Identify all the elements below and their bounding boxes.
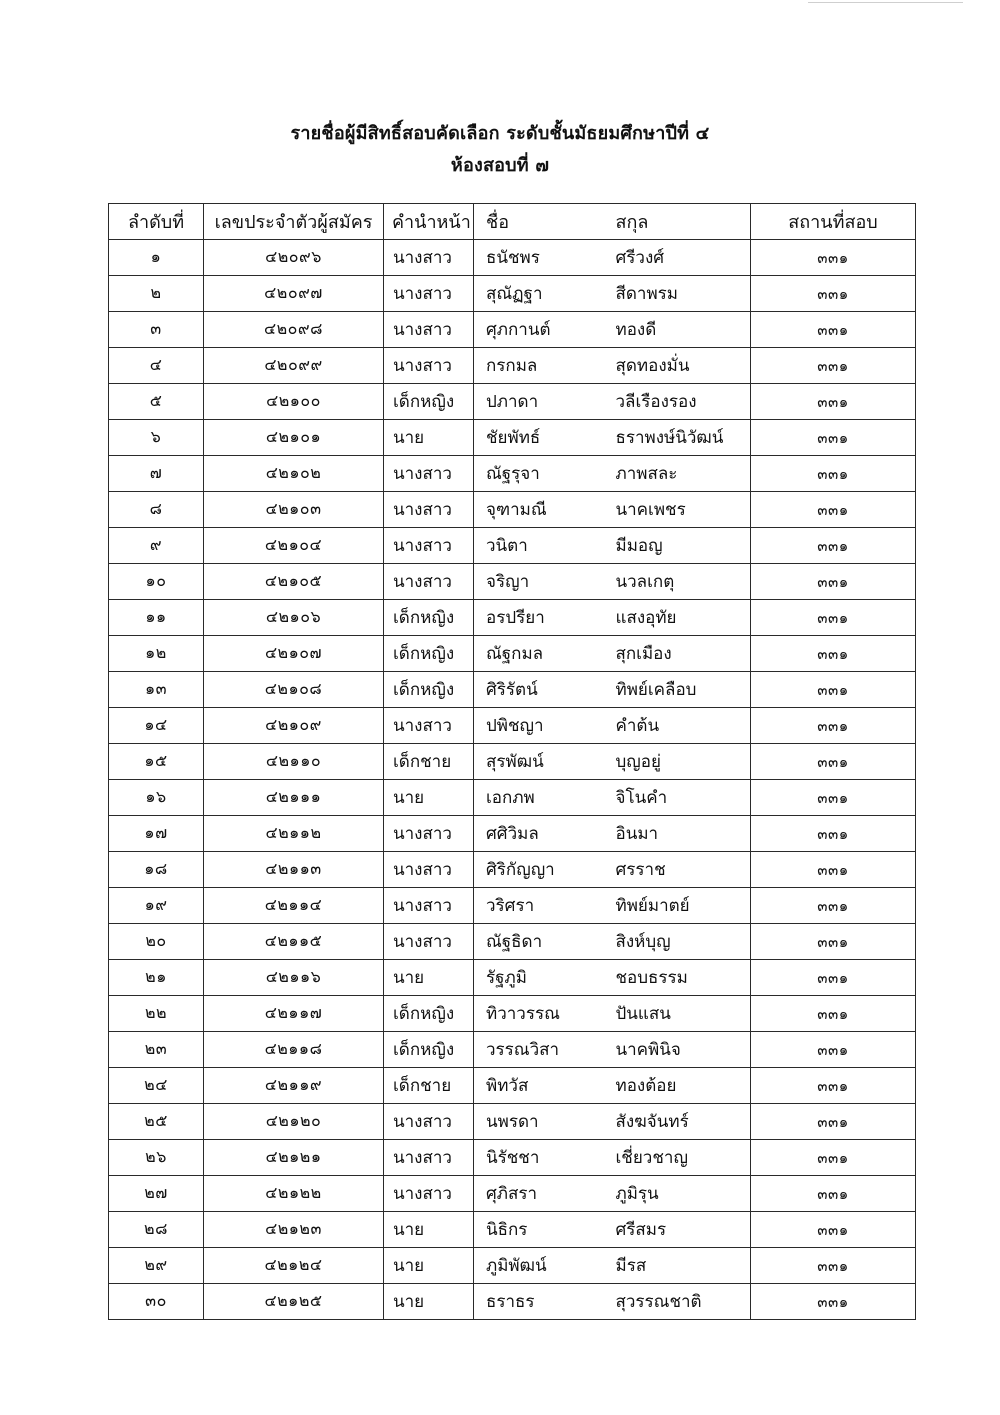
cell-last-name: บุญอยู่ [611, 744, 751, 780]
cell-last-name: อินมา [611, 816, 751, 852]
cell-last-name: ทิพย์เคลือบ [611, 672, 751, 708]
header-last-name: สกุล [611, 204, 751, 240]
cell-first-name: ศิริกัญญา [474, 852, 611, 888]
cell-last-name: จิโนคำ [611, 780, 751, 816]
cell-applicant-id: ๔๒๐๙๗ [204, 276, 384, 312]
cell-prefix: นาย [384, 420, 474, 456]
cell-applicant-id: ๔๒๑๐๙ [204, 708, 384, 744]
header-row [109, 204, 916, 240]
cell-prefix: นางสาว [384, 816, 474, 852]
cell-exam-site: ๓๓๑ [751, 816, 916, 852]
cell-exam-site: ๓๓๑ [751, 1176, 916, 1212]
cell-last-name: สังฆจันทร์ [611, 1104, 751, 1140]
cell-applicant-id: ๔๒๑๑๕ [204, 924, 384, 960]
table-row [109, 240, 916, 276]
cell-first-name: รัฐภูมิ [474, 960, 611, 996]
cell-last-name: ชอบธรรม [611, 960, 751, 996]
cell-first-name: กรกมล [474, 348, 611, 384]
cell-first-name: วริศรา [474, 888, 611, 924]
cell-first-name: นิธิกร [474, 1212, 611, 1248]
cell-last-name: แสงอุทัย [611, 600, 751, 636]
table-row [109, 348, 916, 384]
cell-order: ๒๔ [109, 1068, 204, 1104]
cell-applicant-id: ๔๒๑๐๘ [204, 672, 384, 708]
table-row [109, 384, 916, 420]
cell-first-name: อรปรียา [474, 600, 611, 636]
cell-order: ๑๔ [109, 708, 204, 744]
cell-order: ๑๖ [109, 780, 204, 816]
page-subtitle-exam-room: ห้องสอบที่ ๗ [450, 155, 550, 176]
cell-exam-site: ๓๓๑ [751, 1248, 916, 1284]
cell-exam-site: ๓๓๑ [751, 1212, 916, 1248]
cell-last-name: สีดาพรม [611, 276, 751, 312]
cell-exam-site: ๓๓๑ [751, 924, 916, 960]
cell-first-name: ภูมิพัฒน์ [474, 1248, 611, 1284]
cell-applicant-id: ๔๒๑๑๓ [204, 852, 384, 888]
cell-order: ๑๓ [109, 672, 204, 708]
cell-prefix: เด็กหญิง [384, 1032, 474, 1068]
cell-last-name: สุวรรณชาติ [611, 1284, 751, 1320]
cell-first-name: จริญา [474, 564, 611, 600]
page-title: รายชื่อผู้มีสิทธิ์สอบคัดเลือก ระดับชั้นมัธยมศึกษาปีที่ ๔ [290, 123, 710, 144]
cell-applicant-id: ๔๒๑๑๔ [204, 888, 384, 924]
cell-prefix: นาย [384, 1248, 474, 1284]
table-row [109, 564, 916, 600]
cell-first-name: ศิริรัตน์ [474, 672, 611, 708]
cell-order: ๓๐ [109, 1284, 204, 1320]
table-row [109, 1104, 916, 1140]
cell-first-name: สุรพัฒน์ [474, 744, 611, 780]
cell-order: ๒๙ [109, 1248, 204, 1284]
cell-prefix: เด็กหญิง [384, 384, 474, 420]
table-row [109, 708, 916, 744]
cell-order: ๑ [109, 240, 204, 276]
cell-first-name: ธนัชพร [474, 240, 611, 276]
cell-order: ๑๑ [109, 600, 204, 636]
cell-applicant-id: ๔๒๑๐๕ [204, 564, 384, 600]
cell-first-name: ศศิวิมล [474, 816, 611, 852]
cell-order: ๑๗ [109, 816, 204, 852]
cell-exam-site: ๓๓๑ [751, 780, 916, 816]
table-row [109, 852, 916, 888]
header-exam-site: สถานที่สอบ [751, 204, 916, 240]
cell-exam-site: ๓๓๑ [751, 492, 916, 528]
table-body [109, 240, 916, 1320]
cell-applicant-id: ๔๒๑๐๐ [204, 384, 384, 420]
cell-applicant-id: ๔๒๐๙๖ [204, 240, 384, 276]
cell-first-name: เอกภพ [474, 780, 611, 816]
cell-prefix: เด็กชาย [384, 744, 474, 780]
cell-applicant-id: ๔๒๑๐๔ [204, 528, 384, 564]
cell-exam-site: ๓๓๑ [751, 708, 916, 744]
cell-prefix: เด็กหญิง [384, 996, 474, 1032]
cell-exam-site: ๓๓๑ [751, 1068, 916, 1104]
cell-last-name: นวลเกตุ [611, 564, 751, 600]
cell-prefix: นางสาว [384, 564, 474, 600]
cell-applicant-id: ๔๒๑๐๗ [204, 636, 384, 672]
cell-prefix: เด็กหญิง [384, 672, 474, 708]
cell-order: ๗ [109, 456, 204, 492]
cell-prefix: เด็กชาย [384, 1068, 474, 1104]
cell-last-name: ศรีวงศ์ [611, 240, 751, 276]
table-row [109, 672, 916, 708]
cell-prefix: นางสาว [384, 708, 474, 744]
cell-prefix: นางสาว [384, 852, 474, 888]
cell-first-name: ปภาดา [474, 384, 611, 420]
candidate-table [108, 203, 916, 1320]
cell-applicant-id: ๔๒๑๒๐ [204, 1104, 384, 1140]
table-row [109, 528, 916, 564]
cell-first-name: จุฑามณี [474, 492, 611, 528]
cell-prefix: นาย [384, 960, 474, 996]
cell-order: ๑๐ [109, 564, 204, 600]
cell-first-name: ชัยพัทธ์ [474, 420, 611, 456]
cell-applicant-id: ๔๒๑๑๑ [204, 780, 384, 816]
cell-prefix: นางสาว [384, 276, 474, 312]
table-header [109, 204, 916, 240]
cell-prefix: นางสาว [384, 348, 474, 384]
cell-exam-site: ๓๓๑ [751, 1140, 916, 1176]
cell-prefix: นางสาว [384, 1104, 474, 1140]
cell-prefix: นาย [384, 1212, 474, 1248]
scan-edge-line [808, 2, 963, 3]
cell-exam-site: ๓๓๑ [751, 276, 916, 312]
cell-order: ๒๒ [109, 996, 204, 1032]
cell-exam-site: ๓๓๑ [751, 312, 916, 348]
cell-order: ๑๕ [109, 744, 204, 780]
cell-first-name: ทิวาวรรณ [474, 996, 611, 1032]
table-row [109, 1248, 916, 1284]
cell-last-name: วลีเรืองรอง [611, 384, 751, 420]
cell-last-name: ภูมิรุน [611, 1176, 751, 1212]
cell-order: ๒๑ [109, 960, 204, 996]
cell-applicant-id: ๔๒๐๙๘ [204, 312, 384, 348]
cell-prefix: นางสาว [384, 924, 474, 960]
table-row [109, 1176, 916, 1212]
cell-order: ๑๘ [109, 852, 204, 888]
cell-order: ๓ [109, 312, 204, 348]
cell-first-name: สุณัฏฐา [474, 276, 611, 312]
cell-last-name: ทองดี [611, 312, 751, 348]
cell-first-name: พิทวัส [474, 1068, 611, 1104]
cell-applicant-id: ๔๒๑๐๓ [204, 492, 384, 528]
cell-exam-site: ๓๓๑ [751, 600, 916, 636]
cell-prefix: นางสาว [384, 240, 474, 276]
cell-prefix: นางสาว [384, 1140, 474, 1176]
table-row [109, 276, 916, 312]
cell-applicant-id: ๔๒๑๒๒ [204, 1176, 384, 1212]
cell-order: ๔ [109, 348, 204, 384]
cell-order: ๙ [109, 528, 204, 564]
cell-exam-site: ๓๓๑ [751, 888, 916, 924]
cell-applicant-id: ๔๒๑๑๗ [204, 996, 384, 1032]
cell-applicant-id: ๔๒๑๒๑ [204, 1140, 384, 1176]
cell-applicant-id: ๔๒๑๑๘ [204, 1032, 384, 1068]
cell-order: ๒ [109, 276, 204, 312]
cell-exam-site: ๓๓๑ [751, 636, 916, 672]
cell-applicant-id: ๔๒๑๒๓ [204, 1212, 384, 1248]
header-first-name: ชื่อ [474, 204, 611, 240]
cell-applicant-id: ๔๒๐๙๙ [204, 348, 384, 384]
cell-exam-site: ๓๓๑ [751, 1104, 916, 1140]
cell-first-name: นพรดา [474, 1104, 611, 1140]
cell-exam-site: ๓๓๑ [751, 240, 916, 276]
table-row [109, 960, 916, 996]
cell-first-name: วรรณวิสา [474, 1032, 611, 1068]
cell-applicant-id: ๔๒๑๑๒ [204, 816, 384, 852]
cell-last-name: สิงห์บุญ [611, 924, 751, 960]
cell-prefix: นาย [384, 1284, 474, 1320]
cell-first-name: ศุภกานต์ [474, 312, 611, 348]
cell-last-name: ธราพงษ์นิวัฒน์ [611, 420, 751, 456]
cell-first-name: ณัฐธิดา [474, 924, 611, 960]
cell-exam-site: ๓๓๑ [751, 1032, 916, 1068]
cell-applicant-id: ๔๒๑๒๕ [204, 1284, 384, 1320]
cell-last-name: มีรส [611, 1248, 751, 1284]
table-row [109, 1068, 916, 1104]
cell-last-name: ทิพย์มาตย์ [611, 888, 751, 924]
table-row [109, 924, 916, 960]
header-prefix: คำนำหน้า [384, 204, 474, 240]
table-row [109, 780, 916, 816]
cell-last-name: นาคเพชร [611, 492, 751, 528]
cell-prefix: นางสาว [384, 888, 474, 924]
cell-exam-site: ๓๓๑ [751, 420, 916, 456]
cell-order: ๕ [109, 384, 204, 420]
cell-last-name: สุดทองมั่น [611, 348, 751, 384]
cell-last-name: ปันแสน [611, 996, 751, 1032]
cell-prefix: นางสาว [384, 456, 474, 492]
cell-exam-site: ๓๓๑ [751, 384, 916, 420]
cell-first-name: ณัฐกมล [474, 636, 611, 672]
cell-first-name: ศุภิสรา [474, 1176, 611, 1212]
table-row [109, 888, 916, 924]
table-row [109, 1212, 916, 1248]
table-row [109, 1284, 916, 1320]
cell-order: ๑๒ [109, 636, 204, 672]
cell-exam-site: ๓๓๑ [751, 564, 916, 600]
cell-first-name: ปพิชญา [474, 708, 611, 744]
table-row [109, 636, 916, 672]
table-row [109, 492, 916, 528]
table-row [109, 1140, 916, 1176]
table-row [109, 420, 916, 456]
cell-applicant-id: ๔๒๑๐๑ [204, 420, 384, 456]
table-row [109, 1032, 916, 1068]
cell-prefix: นางสาว [384, 1176, 474, 1212]
table-row [109, 816, 916, 852]
cell-order: ๖ [109, 420, 204, 456]
cell-exam-site: ๓๓๑ [751, 528, 916, 564]
cell-order: ๒๓ [109, 1032, 204, 1068]
cell-prefix: เด็กหญิง [384, 636, 474, 672]
cell-applicant-id: ๔๒๑๐๖ [204, 600, 384, 636]
header-order: ลำดับที่ [109, 204, 204, 240]
cell-applicant-id: ๔๒๑๑๖ [204, 960, 384, 996]
cell-exam-site: ๓๓๑ [751, 348, 916, 384]
table-row [109, 996, 916, 1032]
cell-applicant-id: ๔๒๑๑๐ [204, 744, 384, 780]
cell-applicant-id: ๔๒๑๐๒ [204, 456, 384, 492]
cell-order: ๑๙ [109, 888, 204, 924]
cell-exam-site: ๓๓๑ [751, 852, 916, 888]
table-row [109, 744, 916, 780]
cell-last-name: นาคพินิจ [611, 1032, 751, 1068]
table-row [109, 456, 916, 492]
cell-last-name: ศรราช [611, 852, 751, 888]
cell-order: ๘ [109, 492, 204, 528]
cell-last-name: ศรีสมร [611, 1212, 751, 1248]
cell-first-name: ณัฐรุจา [474, 456, 611, 492]
table-row [109, 312, 916, 348]
cell-exam-site: ๓๓๑ [751, 672, 916, 708]
cell-exam-site: ๓๓๑ [751, 744, 916, 780]
cell-exam-site: ๓๓๑ [751, 960, 916, 996]
cell-last-name: มีมอญ [611, 528, 751, 564]
cell-prefix: นางสาว [384, 528, 474, 564]
cell-order: ๒๐ [109, 924, 204, 960]
cell-applicant-id: ๔๒๑๑๙ [204, 1068, 384, 1104]
cell-prefix: นาย [384, 780, 474, 816]
cell-order: ๒๕ [109, 1104, 204, 1140]
cell-last-name: สุกเมือง [611, 636, 751, 672]
cell-exam-site: ๓๓๑ [751, 1284, 916, 1320]
cell-last-name: ทองต้อย [611, 1068, 751, 1104]
cell-prefix: เด็กหญิง [384, 600, 474, 636]
cell-prefix: นางสาว [384, 312, 474, 348]
cell-prefix: นางสาว [384, 492, 474, 528]
cell-applicant-id: ๔๒๑๒๔ [204, 1248, 384, 1284]
cell-exam-site: ๓๓๑ [751, 456, 916, 492]
cell-first-name: วนิตา [474, 528, 611, 564]
cell-order: ๒๖ [109, 1140, 204, 1176]
cell-order: ๒๘ [109, 1212, 204, 1248]
header-applicant-id: เลขประจำตัวผู้สมัคร [204, 204, 384, 240]
cell-last-name: ภาพสละ [611, 456, 751, 492]
cell-last-name: คำต้น [611, 708, 751, 744]
cell-last-name: เชี่ยวชาญ [611, 1140, 751, 1176]
cell-order: ๒๗ [109, 1176, 204, 1212]
cell-exam-site: ๓๓๑ [751, 996, 916, 1032]
cell-first-name: นิรัชชา [474, 1140, 611, 1176]
cell-first-name: ธราธร [474, 1284, 611, 1320]
table-row [109, 600, 916, 636]
